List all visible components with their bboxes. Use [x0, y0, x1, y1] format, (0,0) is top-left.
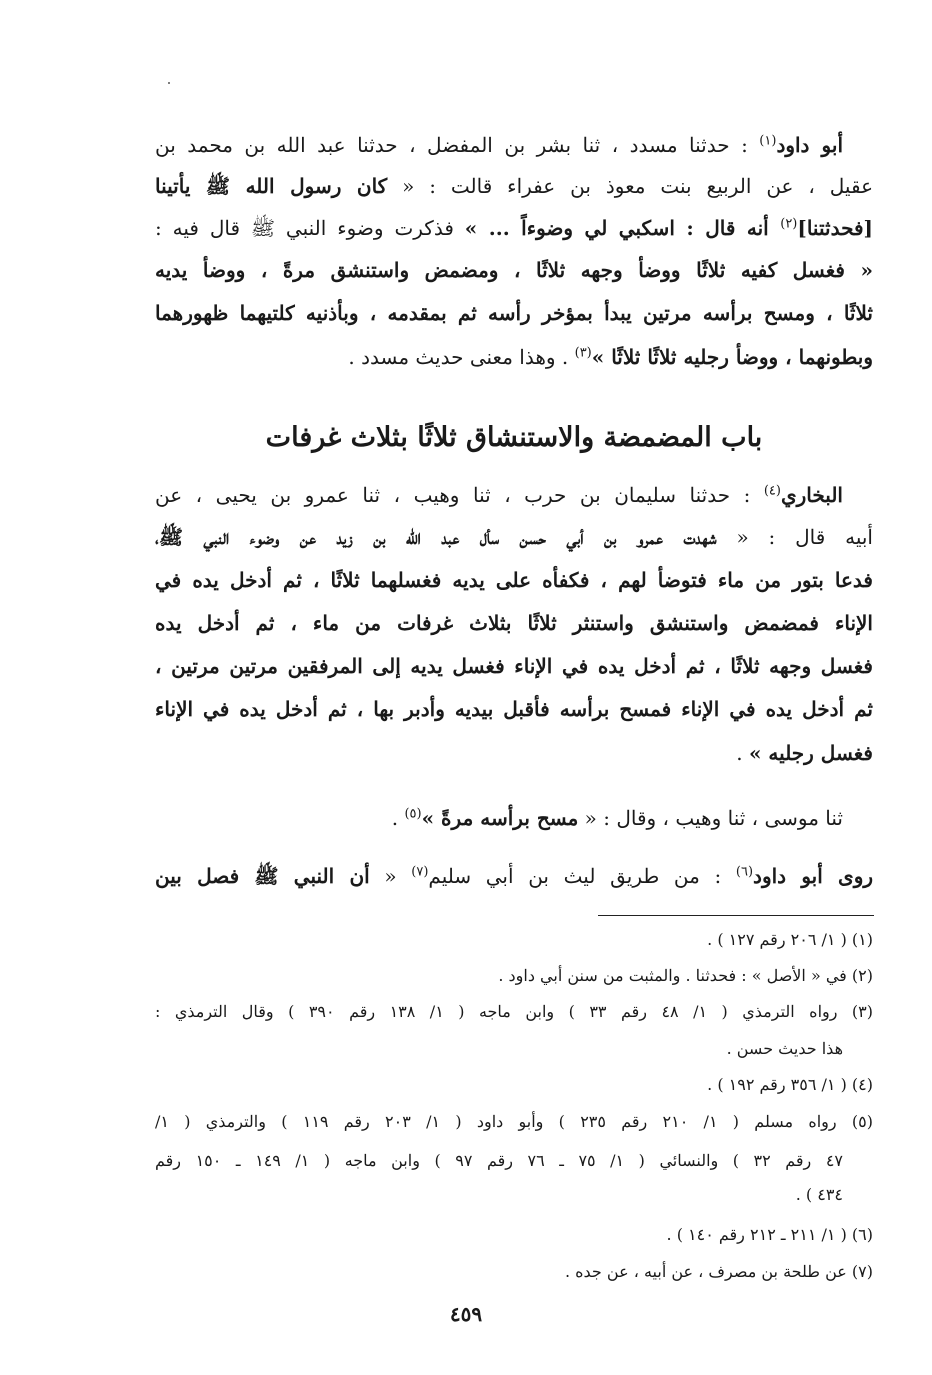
footnote-ref: (٣) [574, 345, 592, 361]
footnote-ref: (٧) [411, 864, 429, 880]
hadith-text: شهدت عمرو بن أبي حسن سأل عبد الله بن زيد عن وضوء النبي ﷺ، [155, 525, 717, 549]
text-line [155, 477, 873, 513]
text-line [155, 210, 873, 246]
text-line [155, 295, 873, 331]
hadith-text: فدعا بتور من ماء فتوضأ لهم ، فكفأه على يديه فغسلهما ثلاثًا ، ثم أدخل يده في [155, 568, 873, 592]
text-span: . [736, 741, 749, 765]
scan-speck [168, 82, 170, 84]
footnote-continuation: ٤٣٤ ) . [795, 1185, 843, 1204]
footnote-continuation: هذا حديث حسن . [726, 1039, 843, 1058]
footnote: (٦) ( ١/ ٢١١ ـ ٢١٢ رقم ١٤٠ ) . [666, 1225, 873, 1244]
footnote: (٥) رواه مسلم ( ١/ ٢١٠ رقم ٢٣٥ ) وأبو داود ( ١/ ٢٠٣ رقم ١١٩ ) والترمذي ( ١/ [155, 1112, 873, 1131]
text-span: فذكرت وضوء النبي ﷺ قال فيه : [155, 216, 465, 240]
source-name: البخاري [780, 483, 843, 507]
footnote-ref: (٦) [735, 864, 754, 880]
footnote-continuation: ٤٧ رقم ٣٢ ) والنسائي ( ١/ ٧٥ ـ ٧٦ رقم ٩٧ ) وابن ماجه ( ١/ ١٤٩ ـ ١٥٠ رقم [155, 1151, 843, 1170]
text-span: ثنا موسى ، ثنا وهيب ، وقال : « [578, 806, 843, 830]
hadith-text: ثلاثًا ، ومسح برأسه مرتين يبدأ بمؤخر رأسه ثم بمقدمه ، وبأذنيه كلتيهما ظهورهما [155, 301, 873, 325]
hadith-text: كان رسول الله ﷺ يأتينا [155, 174, 388, 198]
text-line [155, 858, 873, 894]
footnote: (٣) رواه الترمذي ( ١/ ٤٨ رقم ٣٣ ) وابن ماجه ( ١/ ١٣٨ رقم ٣٩٠ ) وقال الترمذي : [155, 1002, 873, 1021]
text-span: « [369, 864, 412, 888]
footnote-ref: (٥) [404, 806, 422, 822]
hadith-text: « فغسل كفيه ثلاثًا ووضأ وجهه ثلاثًا ، ومضمض واستنشق مرةً ، ووضأ يديه [155, 258, 873, 282]
text-span: : حدثنا سليمان بن حرب ، ثنا وهيب ، ثنا عمرو بن يحيى ، عن [155, 483, 764, 507]
chapter-heading: باب المضمضة والاستنشاق ثلاثًا بثلاث غرفات [265, 422, 763, 453]
footnote-ref: (٤) [763, 483, 781, 499]
text-line [155, 127, 873, 163]
footnote-separator [598, 915, 874, 916]
footnote-ref: (١) [759, 133, 777, 149]
hadith-text: فغسل وجهه ثلاثًا ، ثم أدخل يده في الإناء فغسل يديه إلى المرفقين مرتين مرتين ، [155, 654, 873, 678]
text-line [155, 252, 873, 288]
text-span: : حدثنا مسدد ، ثنا بشر بن المفضل ، حدثنا عبد الله بن محمد بن [155, 133, 760, 157]
hadith-text: فغسل رجليه » [748, 741, 873, 765]
hadith-text: ثم أدخل يده في الإناء فمسح برأسه فأقبل بيديه وأدبر بها ، ثم أدخل يده في الإناء [155, 697, 873, 721]
text-span: عقيل ، عن الربيع بنت معوذ بن عفراء قالت : « [387, 174, 873, 198]
text-span: . وهذا معنى حديث مسدد . [348, 345, 575, 369]
text-line [155, 168, 873, 204]
hadith-text: [فحدثتنا] [797, 216, 873, 240]
text-line [155, 691, 873, 727]
text-line [155, 648, 873, 684]
footnote: (٢) في « الأصل » : فحدثنا . والمثبت من سنن أبي داود . [498, 966, 873, 985]
hadith-text: أنه قال : اسكبي لي وضوءاً ... » [464, 216, 781, 240]
footnote-ref: (٢) [780, 216, 798, 232]
source-name: أبو داود [776, 133, 843, 157]
text-line [155, 519, 873, 555]
text-span: : من طريق ليث بن أبي سليم [428, 864, 736, 888]
text-line [155, 562, 873, 598]
hadith-text: وبطونهما ، ووضأ رجليه ثلاثًا ثلاثًا » [591, 345, 873, 369]
footnote: (٧) عن طلحة بن مصرف ، عن أبيه ، عن جده . [564, 1262, 873, 1281]
footnote: (٤) ( ١/ ٣٥٦ رقم ١٩٢ ) . [707, 1075, 873, 1094]
page-number: ٤٥٩ [449, 1302, 483, 1326]
hadith-text: أن النبي ﷺ فصل بين [155, 864, 370, 888]
text-line [155, 605, 873, 641]
hadith-text: مسح برأسه مرةً » [421, 806, 579, 830]
text-span: . [391, 806, 405, 830]
text-span: أبيه قال : « [716, 525, 873, 549]
text-line [155, 735, 873, 771]
text-line [155, 800, 873, 836]
text-line [155, 339, 873, 375]
hadith-text: الإناء فمضمض واستنشق واستنثر ثلاثًا بثلاث غرفات من ماء ، ثم أدخل يده [155, 611, 873, 635]
source-name: روى أبو داود [753, 864, 873, 888]
footnote: (١) ( ١/ ٢٠٦ رقم ١٢٧ ) . [707, 930, 873, 949]
